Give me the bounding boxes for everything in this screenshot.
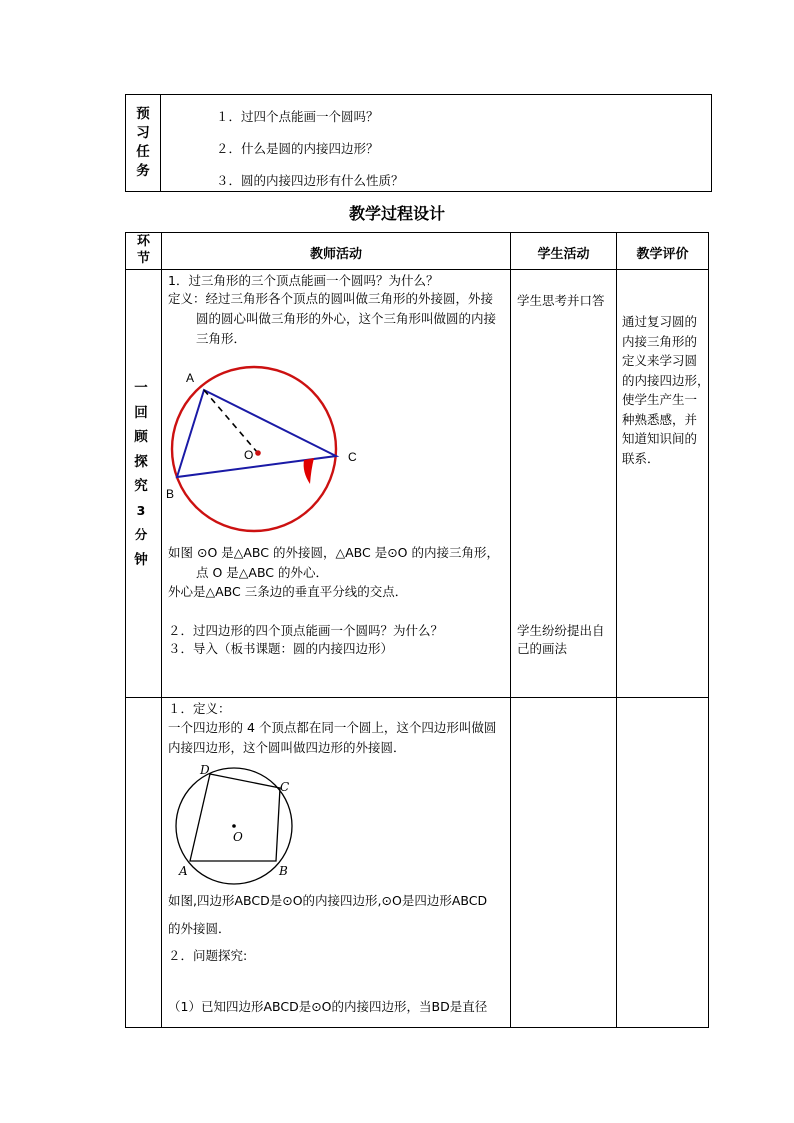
stage-char: 究 <box>134 478 148 494</box>
stage-char: 3分 <box>134 502 148 542</box>
header-teacher-activity: 教师活动 <box>309 247 362 262</box>
stage-char: 顾 <box>134 429 148 445</box>
preview-heading-char: 任 <box>136 144 150 160</box>
table-col-divider <box>510 232 511 1028</box>
center-point <box>232 824 236 828</box>
teaching-evaluation-1 <box>622 312 710 468</box>
label-b: B <box>279 864 288 878</box>
label-o: O <box>244 448 254 462</box>
definition-line: 内接四边形，这个圆叫做四边形的外接圆． <box>168 740 406 755</box>
definition-line: 三角形． <box>196 331 247 346</box>
angle-marker <box>304 458 314 484</box>
probe-question: （1）已知四边形ABCD是⊙O的内接四边形，当BD是直径 <box>168 999 488 1014</box>
evaluation-line: 知道知识间的 <box>622 431 698 446</box>
preview-task-item: ３．圆的内接四边形有什么性质？ <box>216 173 404 188</box>
stage-char: 钟 <box>134 551 148 568</box>
stage-char: 探 <box>134 453 148 470</box>
evaluation-line: 定义来学习圆 <box>622 353 698 368</box>
evaluation-line: 通过复习圆的 <box>622 314 698 329</box>
preview-heading-char: 预 <box>136 106 150 122</box>
header-stage-char: 节 <box>136 251 150 266</box>
outer-center-note: 外心是△ABC 三条边的垂直平分线的交点． <box>168 584 408 599</box>
label-o: O <box>233 830 243 844</box>
explanation-line: 的外接圆． <box>168 921 231 936</box>
preview-task-item: ２．什么是圆的内接四边形？ <box>216 141 379 156</box>
definition-title: １．定义： <box>168 701 231 716</box>
evaluation-line: 联系． <box>622 450 660 466</box>
label-c: C <box>348 450 357 464</box>
center-point <box>255 450 261 456</box>
table-border-left <box>125 232 126 1028</box>
header-student-activity: 学生活动 <box>537 247 590 262</box>
stage-review-explore <box>131 376 151 572</box>
stage-char: 回 <box>134 404 148 421</box>
label-a: A <box>179 864 188 878</box>
explanation-line: 如图,四边形ABCD是⊙O的内接四边形,⊙O是四边形ABCD <box>168 893 488 908</box>
explanation-line: 点 O 是△ABC 的外心． <box>196 565 329 580</box>
student-activity-2 <box>517 622 605 658</box>
student-activity-line: 己的画法 <box>517 641 568 656</box>
evaluation-line: 种熟悉感，并 <box>622 411 698 427</box>
student-activity-1: 学生思考并口答 <box>517 293 605 308</box>
radius-dashed-line <box>204 390 257 452</box>
preview-heading-char: 务 <box>136 163 150 179</box>
header-stage-char: 环 <box>136 234 150 249</box>
question-2: ２．过四边形的四个顶点能画一个圆吗？为什么？ <box>168 623 444 638</box>
inscribed-quadrilateral-figure <box>168 758 303 883</box>
definition-line: 一个四边形的 4 个顶点都在同一个圆上，这个四边形叫做圆 <box>168 720 497 735</box>
evaluation-line: 使学生产生一 <box>622 392 698 407</box>
header-stage <box>126 233 161 267</box>
preview-heading-char: 习 <box>136 125 150 141</box>
probe-title: ２．问题探究: <box>168 948 248 963</box>
preview-task-item: １．过四个点能画一个圆吗？ <box>216 109 379 124</box>
label-c: C <box>280 780 290 794</box>
header-teaching-evaluation: 教学评价 <box>636 247 689 262</box>
student-activity-line: 学生纷纷提出自 <box>517 623 605 638</box>
table-border-bottom <box>125 1027 709 1028</box>
question-1: 1．过三角形的三个顶点能画一个圆吗？为什么？ <box>168 273 439 288</box>
page-title: 教学过程设计 <box>348 204 445 223</box>
label-a: A <box>186 371 195 385</box>
evaluation-line: 的内接四边形， <box>622 372 710 388</box>
label-d: D <box>200 763 210 777</box>
table-border-top <box>125 232 709 233</box>
explanation-line: 如图 ⊙O 是△ABC 的外接圆，△ABC 是⊙O 的内接三角形， <box>168 545 499 560</box>
evaluation-line: 内接三角形的 <box>622 333 698 349</box>
table-header-divider <box>125 269 709 270</box>
definition-line: 定义：经过三角形各个顶点的圆叫做三角形的外接圆，外接 <box>168 291 494 306</box>
table-col-divider <box>616 232 617 1028</box>
table-col-divider <box>161 232 162 1028</box>
preview-heading <box>126 95 161 191</box>
table-row-divider <box>125 697 709 698</box>
circumscribed-triangle-figure <box>162 360 357 530</box>
preview-task-table <box>125 94 712 192</box>
quadrilateral-abcd <box>190 774 280 861</box>
stage-char: 一 <box>134 380 148 396</box>
label-b: B <box>166 487 175 501</box>
question-3: ３．导入（板书课题：圆的内接四边形） <box>168 641 394 656</box>
definition-line: 圆的圆心叫做三角形的外心，这个三角形叫做圆的内接 <box>196 311 497 326</box>
